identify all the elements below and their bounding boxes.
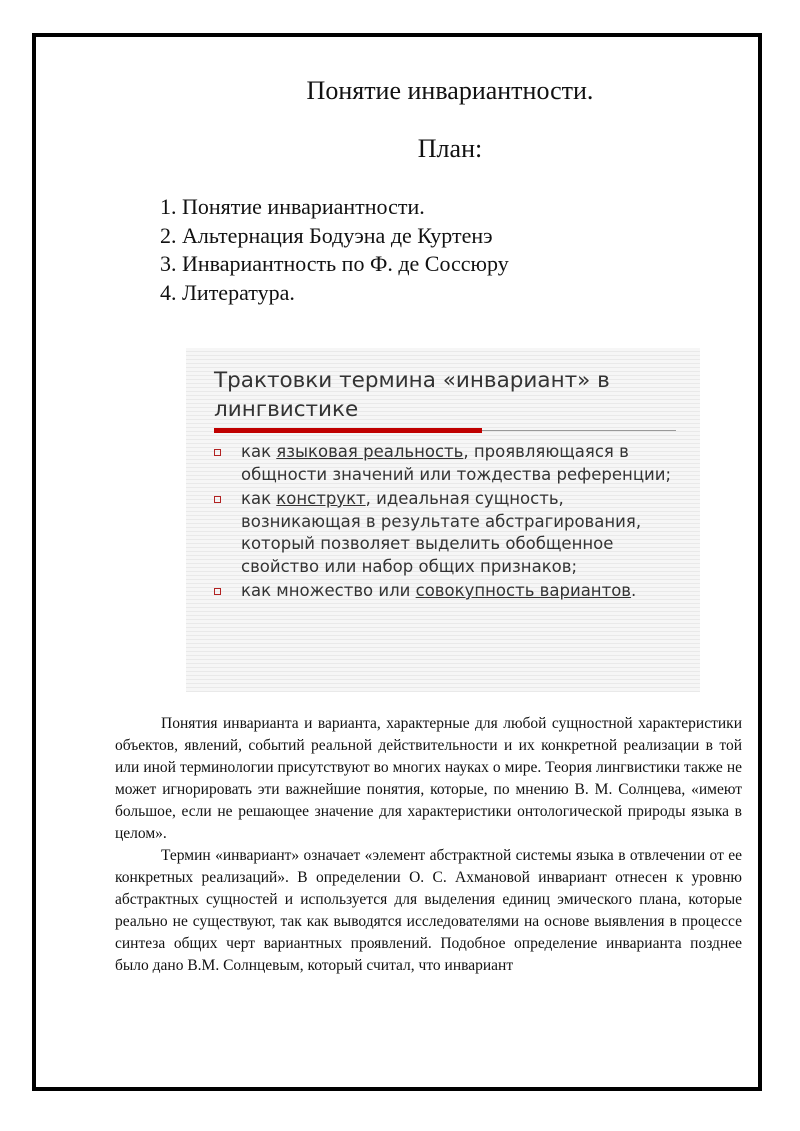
slide-accent-bar [214,428,482,433]
slide-item-text: как множество или [241,581,416,600]
plan-item: 4. Литература. [160,279,295,305]
slide-item-text: , проявляющаяся в общности значений или тождества референции; [241,442,672,484]
square-bullet-icon [214,588,221,595]
slide-bullet-item [214,580,684,603]
slide-title: Трактовки термина «инвариант» в лингвистике [214,368,610,422]
plan-heading: План: [417,134,483,163]
slide-item-text: как [241,442,277,461]
slide-bullet-item [214,488,684,578]
slide-item-text: . [631,581,637,600]
plan-item: 1. Понятие инвариантности. [160,194,425,219]
plan-item: 3. Инвариантность по Ф. де Соссюру [160,251,509,276]
plan-item: 2. Альтернация Бодуэна де Куртенэ [160,222,493,248]
slide-item-text: , идеальная сущность, возникающая в результате абстрагирования, который позволяет выделить обобщенное свойство или набор общих признаков; [241,489,642,576]
square-bullet-icon [214,496,221,503]
slide-item-text: как [241,489,277,508]
page-title: Понятие инвариантности. [306,76,594,105]
slide-item-link: конструкт [276,489,366,508]
slide-item-link: совокупность вариантов [415,581,632,600]
paragraph: Понятия инварианта и варианта, характерные для любой сущностной характеристики объектов, явлений, событий реальной действительности и их конкретной реализации в той или иной терминологии присутствуют во многих науках о мире. Теория лингвистики также не может игнорировать эти важнейшие понятия, которые, по мнению В. М. Солнцева, «имеют большое, если не решающее значение для характеристики онтологической природы языка в целом». [115,715,742,842]
slide-item-link: языковая реальность [276,442,464,461]
slide-image [186,348,700,692]
slide-bullet-item [214,441,684,486]
plan-list [160,193,509,307]
slide-bullet-list [214,441,684,605]
paragraph: Термин «инвариант» означает «элемент абстрактной системы языка в отвлечении от ее конкретных реализаций». В определении О. С. Ахмановой инвариант отнесен к уровню абстрактных сущностей и используется для выделения единиц эмического плана, которые реально не существуют, так как выводятся исследователями на основе выявления в процессе синтеза общих черт вариантных проявлений. Подобное определение инварианта позднее было дано В.М. Солнцевым, который считал, что инвариант [115,847,742,974]
body-text [115,713,742,977]
square-bullet-icon [214,449,221,456]
